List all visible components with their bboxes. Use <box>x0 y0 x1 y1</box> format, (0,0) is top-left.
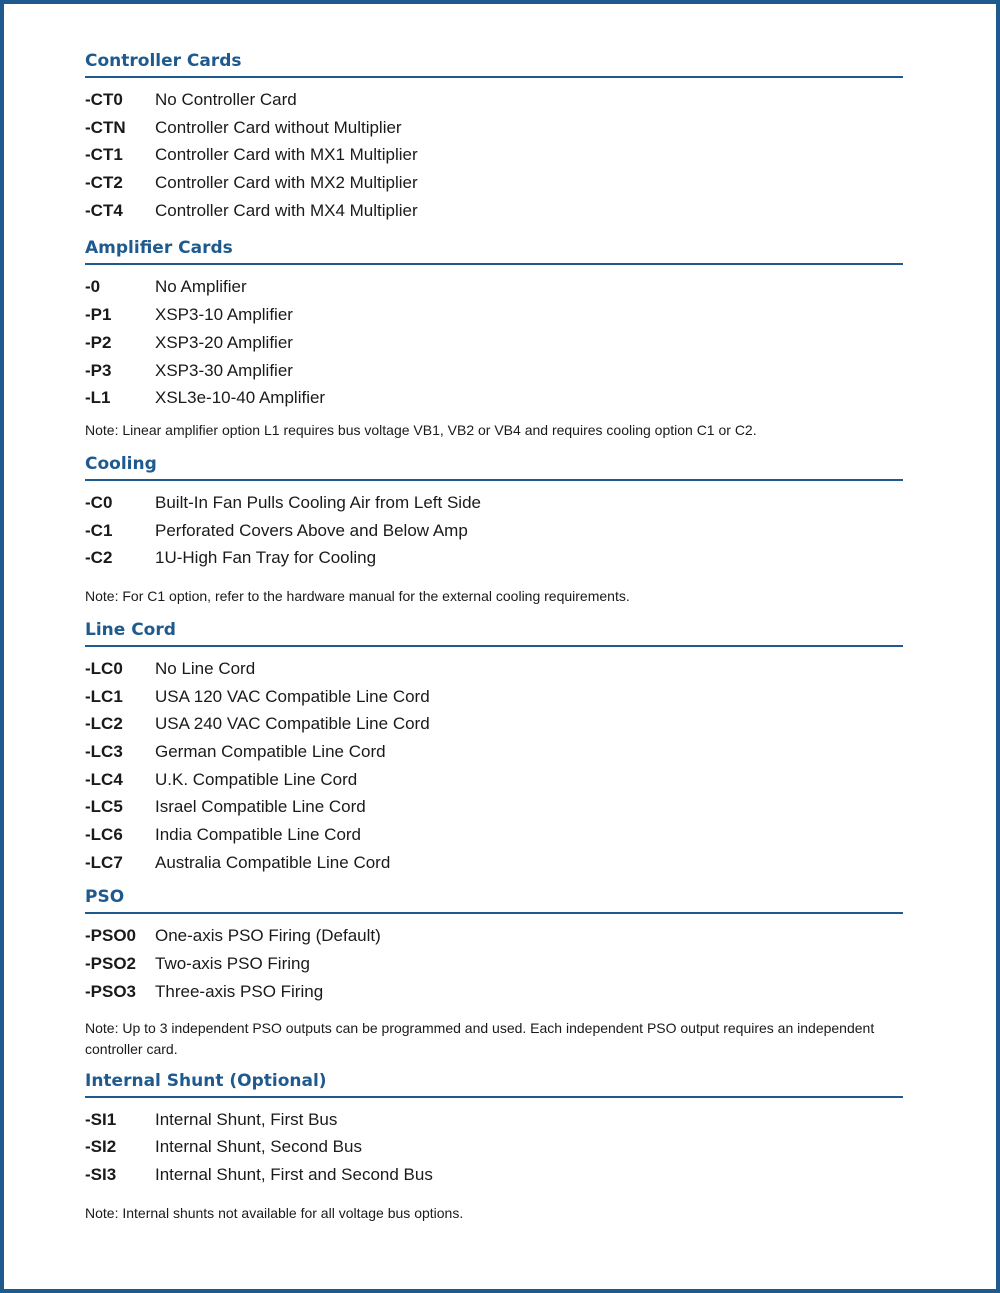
option-code: -LC4 <box>85 769 123 789</box>
option-row <box>85 141 903 169</box>
option-code: -CTN <box>85 117 126 137</box>
option-description: Internal Shunt, First Bus <box>155 1109 338 1129</box>
section-title: Line Cord <box>85 619 903 647</box>
option-code: -LC0 <box>85 658 123 678</box>
option-code: -LC6 <box>85 825 123 845</box>
option-row <box>85 301 903 329</box>
option-code: -CT1 <box>85 145 123 165</box>
option-description: Israel Compatible Line Cord <box>155 797 366 817</box>
option-code: -SI2 <box>85 1137 117 1157</box>
option-code: -PSO2 <box>85 954 137 974</box>
option-row <box>85 273 903 301</box>
option-code: -C0 <box>85 492 113 512</box>
option-row <box>85 922 903 950</box>
option-row <box>85 849 903 877</box>
option-code: -LC1 <box>85 686 123 706</box>
section-title: Controller Cards <box>85 50 903 78</box>
option-description: Australia Compatible Line Cord <box>155 852 391 872</box>
section-cooling <box>85 453 903 607</box>
option-description: India Compatible Line Cord <box>155 825 362 845</box>
option-description: Controller Card without Multiplier <box>155 117 402 137</box>
option-row <box>85 978 903 1006</box>
option-row <box>85 384 903 412</box>
section-note: Note: Linear amplifier option L1 requires bus voltage VB1, VB2 or VB4 and requires cooling option C1 or C2. <box>85 421 757 438</box>
option-row <box>85 738 903 766</box>
option-row <box>85 544 903 572</box>
section-line-cord <box>85 619 903 877</box>
section-amplifier-cards <box>85 237 903 440</box>
option-code: -CT2 <box>85 173 123 193</box>
option-description: USA 120 VAC Compatible Line Cord <box>155 686 430 706</box>
option-row <box>85 489 903 517</box>
option-description: 1U-High Fan Tray for Cooling <box>155 548 377 568</box>
option-description: No Amplifier <box>155 277 247 297</box>
section-controller-cards <box>85 50 903 224</box>
option-description: XSP3-10 Amplifier <box>155 305 293 325</box>
option-row <box>85 950 903 978</box>
option-row <box>85 169 903 197</box>
option-code: -L1 <box>85 388 111 408</box>
option-description: U.K. Compatible Line Cord <box>155 769 358 789</box>
option-description: Internal Shunt, First and Second Bus <box>155 1164 433 1184</box>
option-description: Built-In Fan Pulls Cooling Air from Left Side <box>155 492 481 512</box>
section-note: Note: Internal shunts not available for all voltage bus options. <box>85 1204 464 1221</box>
option-description: Two-axis PSO Firing <box>155 954 310 974</box>
option-description: Controller Card with MX2 Multiplier <box>155 173 418 193</box>
option-description: Perforated Covers Above and Below Amp <box>155 520 468 540</box>
option-description: Controller Card with MX4 Multiplier <box>155 200 418 220</box>
option-code: -LC3 <box>85 742 123 761</box>
option-description: Three-axis PSO Firing <box>155 981 324 1001</box>
option-row <box>85 1133 903 1161</box>
option-code: -P2 <box>85 332 112 352</box>
option-code: -LC2 <box>85 714 123 734</box>
option-row <box>85 197 903 225</box>
option-row <box>85 114 903 142</box>
option-row <box>85 821 903 849</box>
section-title: Cooling <box>85 453 903 481</box>
option-description: Internal Shunt, Second Bus <box>155 1137 362 1157</box>
option-row <box>85 793 903 821</box>
ordering-options <box>85 50 903 1234</box>
option-row <box>85 655 903 683</box>
option-code: -PSO0 <box>85 926 137 946</box>
option-description: One-axis PSO Firing (Default) <box>155 926 381 946</box>
option-description: No Controller Card <box>155 90 297 109</box>
option-row <box>85 86 903 114</box>
option-row <box>85 683 903 711</box>
option-code: -PSO3 <box>85 981 137 1001</box>
option-code: -CT0 <box>85 90 123 109</box>
option-code: -P3 <box>85 360 112 380</box>
option-code: -SI3 <box>85 1164 117 1184</box>
option-description: German Compatible Line Cord <box>155 742 386 761</box>
option-row <box>85 329 903 357</box>
section-note: Note: For C1 option, refer to the hardware manual for the external cooling requirements. <box>85 587 630 604</box>
option-row <box>85 766 903 794</box>
option-row <box>85 710 903 738</box>
section-internal-shunt <box>85 1070 903 1224</box>
option-description: No Line Cord <box>155 658 256 678</box>
option-row <box>85 1106 903 1134</box>
section-title: PSO <box>85 886 903 914</box>
option-row <box>85 517 903 545</box>
option-row <box>85 1161 903 1189</box>
option-description: Controller Card with MX1 Multiplier <box>155 145 418 165</box>
option-code: -P1 <box>85 305 112 325</box>
option-code: -C2 <box>85 548 113 568</box>
option-code: -CT4 <box>85 200 123 220</box>
option-code: -SI1 <box>85 1109 117 1129</box>
section-pso <box>85 886 903 1059</box>
section-note: Note: Up to 3 independent PSO outputs can be programmed and used. Each independent PSO output requires an independent controller card. <box>85 1019 875 1057</box>
option-description: XSL3e-10-40 Amplifier <box>155 388 326 408</box>
option-code: -C1 <box>85 520 113 540</box>
option-code: -LC7 <box>85 852 123 872</box>
section-title: Internal Shunt (Optional) <box>85 1070 903 1098</box>
option-code: -LC5 <box>85 797 123 817</box>
option-description: XSP3-20 Amplifier <box>155 332 293 352</box>
option-code: -0 <box>85 277 101 297</box>
option-description: XSP3-30 Amplifier <box>155 360 293 380</box>
section-title: Amplifier Cards <box>85 237 903 265</box>
option-description: USA 240 VAC Compatible Line Cord <box>155 714 430 734</box>
option-row <box>85 357 903 385</box>
